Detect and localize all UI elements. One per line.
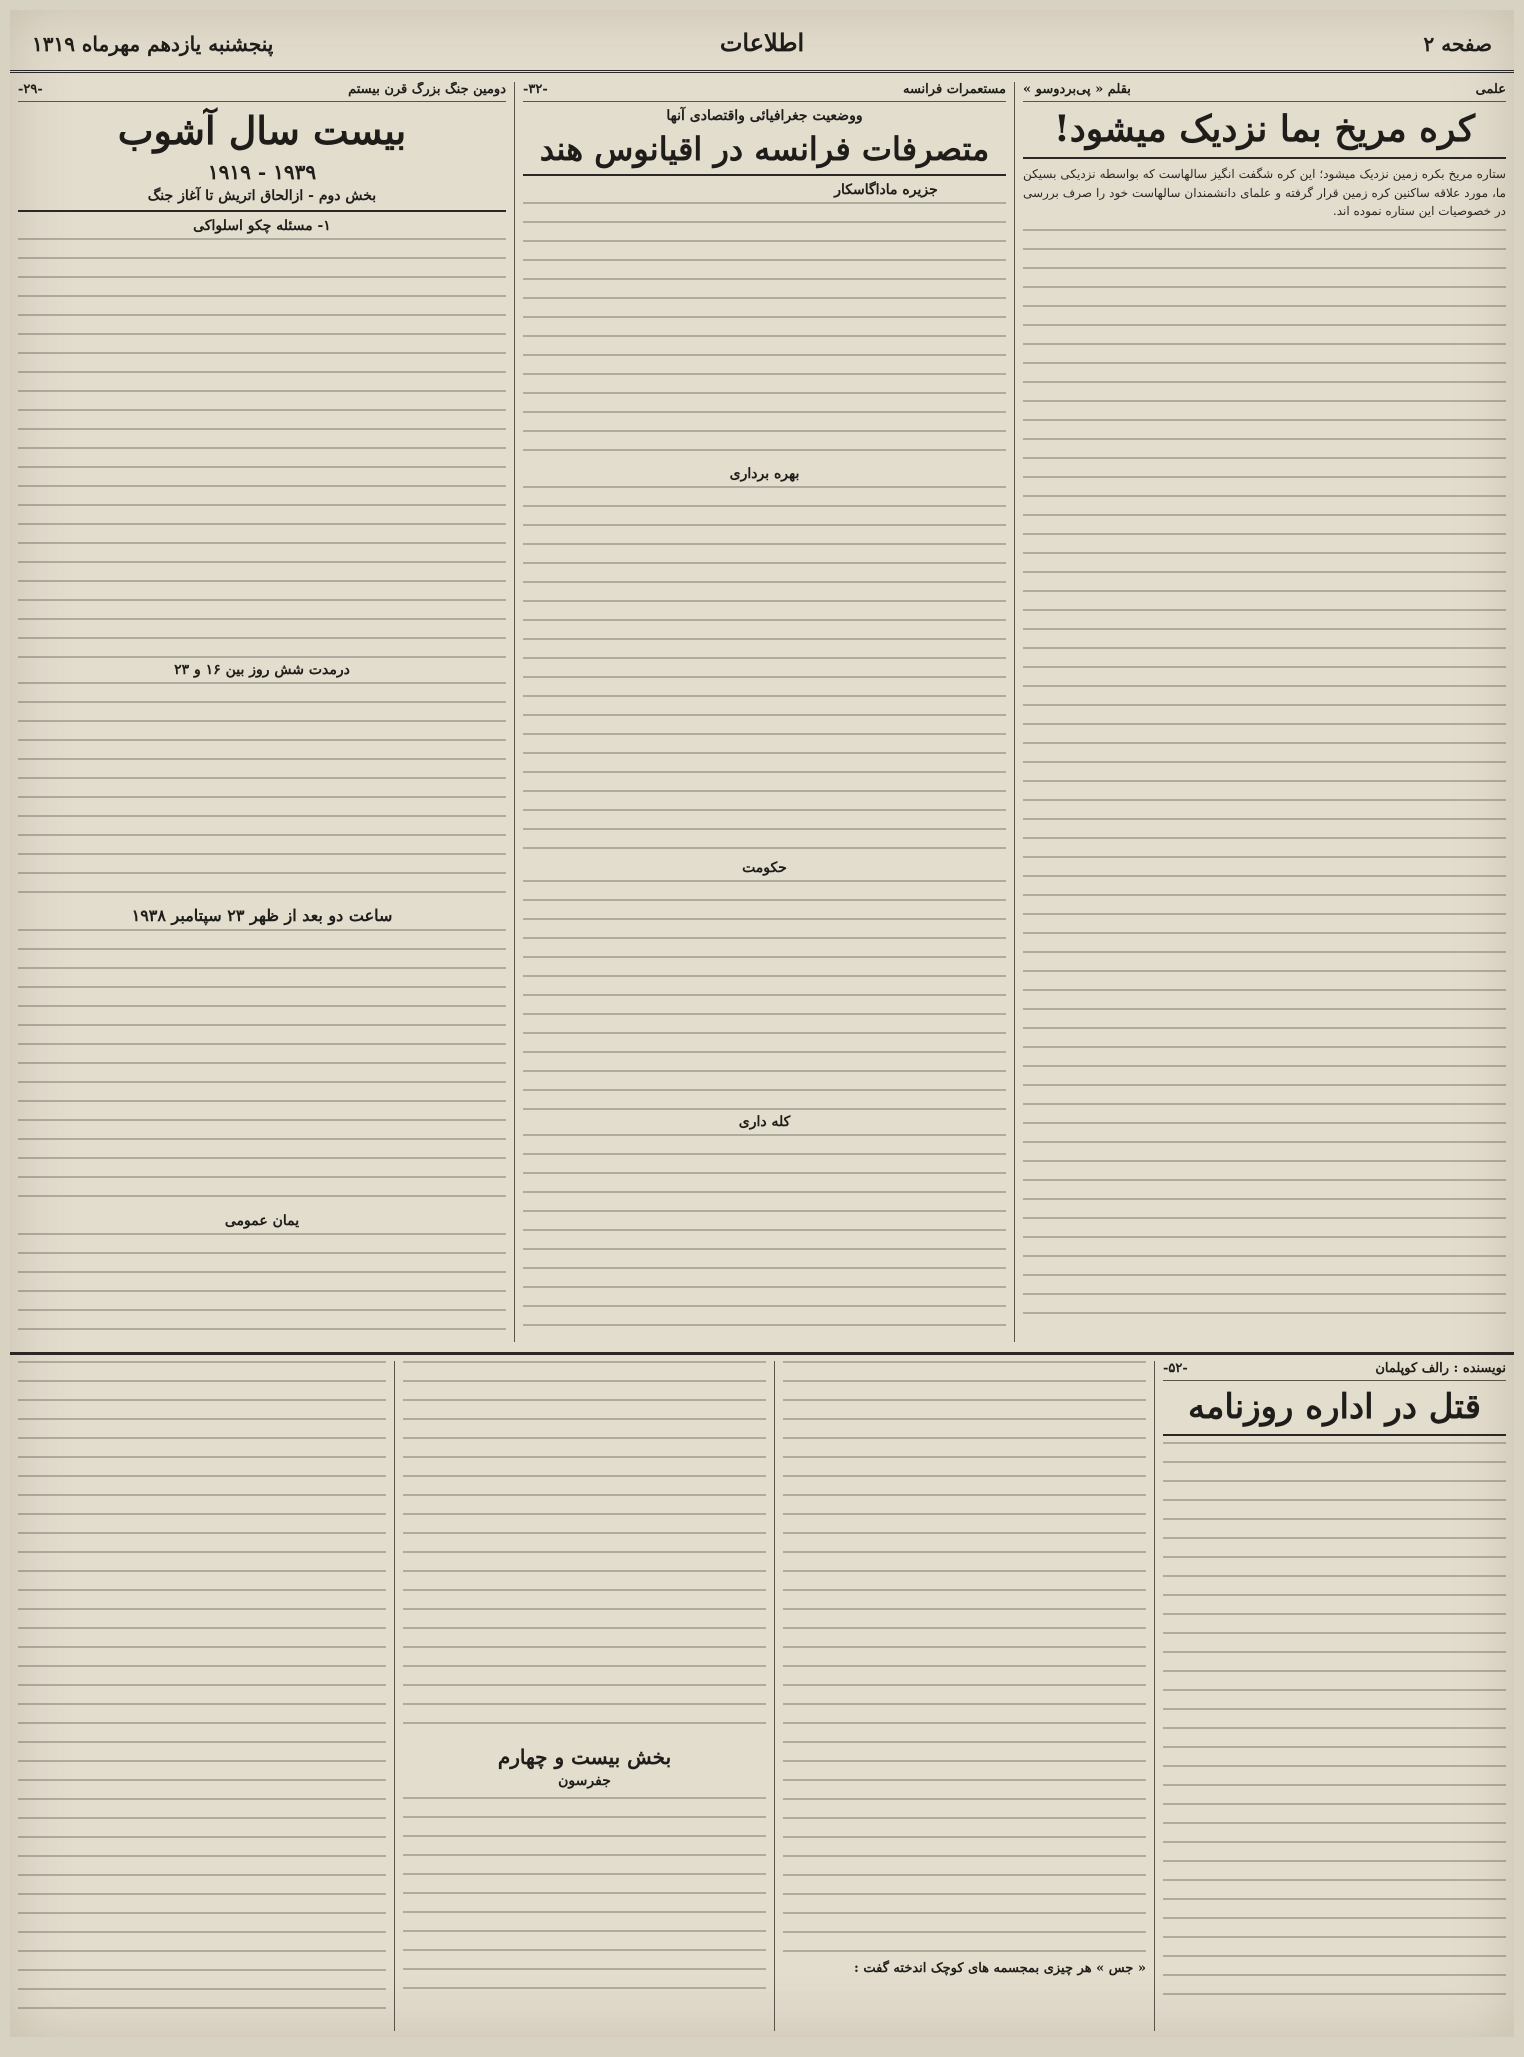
serial-body-5	[18, 1361, 386, 2021]
subhead-six-days: درمدت شش روز بین ۱۶ و ۲۳	[174, 661, 350, 678]
serial-body-3	[403, 1361, 766, 1731]
turmoil-body-4	[18, 1233, 506, 1342]
subhead-exploitation: بهره برداری	[729, 466, 800, 483]
subhead-sept-23: ساعت دو بعد از ظهر ۲۳ سپتامبر ۱۹۳۸	[131, 905, 393, 925]
turmoil-body-2	[18, 682, 506, 902]
chapter-name: جفرسون	[558, 1773, 611, 1789]
subhead-czechoslovakia: ۱- مسئله چکو اسلواکی	[193, 217, 331, 234]
turmoil-article	[10, 82, 514, 1342]
masthead	[10, 10, 1514, 73]
mars-intro: ستاره مریخ بکره زمین نزدیک میشود؛ این کره شگفت انگیز سالهاست که بواسطه نزدیکی بسیکن ما، مورد علاقه ساکنین کره زمین قرار گرفته و علمای دانشمندان سالهاست خود را صرف بررسی در خصوصیات این ستاره نموده اند.	[1023, 167, 1506, 219]
divider	[523, 174, 1006, 176]
serial-column-4	[10, 1361, 394, 2031]
subhead-pact: یمان عمومی	[224, 1212, 300, 1229]
colonies-body-3	[523, 880, 1006, 1110]
serial-number: -۵۲-	[1163, 1361, 1188, 1376]
mars-body-text	[1023, 229, 1506, 1329]
newspaper-page	[10, 10, 1514, 2037]
serial-byline: نویسنده : رالف کوپلمان	[1375, 1361, 1506, 1376]
serial-title-column	[1154, 1361, 1514, 2031]
turmoil-part: بخش دوم - ازالحاق اتریش تا آغاز جنگ	[147, 187, 377, 204]
section-label: دومین جنگ بزرگ قرن بیستم	[348, 82, 506, 97]
serial-body-1	[1163, 1442, 1506, 2002]
turmoil-years: ۱۹۳۹ - ۱۹۱۹	[207, 159, 317, 184]
colonies-header	[523, 82, 1006, 102]
series-number: -۲۹-	[18, 82, 43, 97]
serial-footnote: « جس » هر چیزی بمجسمه های کوچک اندخته گفت :	[854, 1961, 1146, 1976]
colonies-body-2	[523, 486, 1006, 856]
section-label: علمی	[1475, 82, 1506, 97]
subhead-livestock: کله داری	[738, 1114, 791, 1131]
turmoil-title: بیست سال آشوب	[117, 108, 407, 153]
divider	[1163, 1434, 1506, 1436]
mars-title: کره مریخ بما نزدیک میشود!	[1053, 108, 1476, 150]
turmoil-header	[18, 82, 506, 102]
byline: بقلم « پی‌بردوسو »	[1023, 82, 1131, 97]
subhead-government: حکومت	[742, 860, 787, 877]
turmoil-body-3	[18, 929, 506, 1209]
mars-header	[1023, 82, 1506, 102]
paper-name: اطلاعات	[719, 28, 805, 57]
series-number: -۳۲-	[523, 82, 548, 97]
serial-header	[1163, 1361, 1506, 1381]
issue-date: پنجشنبه یازدهم مهرماه ۱۳۱۹	[32, 32, 274, 56]
serial-title: قتل در اداره روزنامه	[1187, 1387, 1482, 1427]
serial-column-2	[774, 1361, 1154, 2031]
colonies-body-1	[523, 202, 1006, 462]
mars-article	[1014, 82, 1514, 1342]
serial-column-3	[394, 1361, 774, 2031]
subhead-madagascar: جزیره ماداگاسکار	[834, 182, 938, 199]
serial-body-4	[403, 1797, 766, 1997]
colonies-article	[514, 82, 1014, 1342]
section-label: مستعمرات فرانسه	[902, 82, 1006, 97]
serial-story	[10, 1352, 1514, 2037]
divider	[1023, 157, 1506, 159]
serial-body-2	[783, 1361, 1146, 1961]
divider	[18, 210, 506, 212]
turmoil-body-1	[18, 238, 506, 658]
page-label: صفحه ۲	[1423, 32, 1492, 56]
colonies-title: متصرفات فرانسه در اقیانوس هند	[539, 130, 990, 168]
colonies-body-4	[523, 1134, 1006, 1334]
colonies-kicker: ووضعیت جغرافیائی واقتصادی آنها	[666, 108, 863, 124]
chapter-part: بخش بیست و چهارم	[497, 1745, 672, 1769]
